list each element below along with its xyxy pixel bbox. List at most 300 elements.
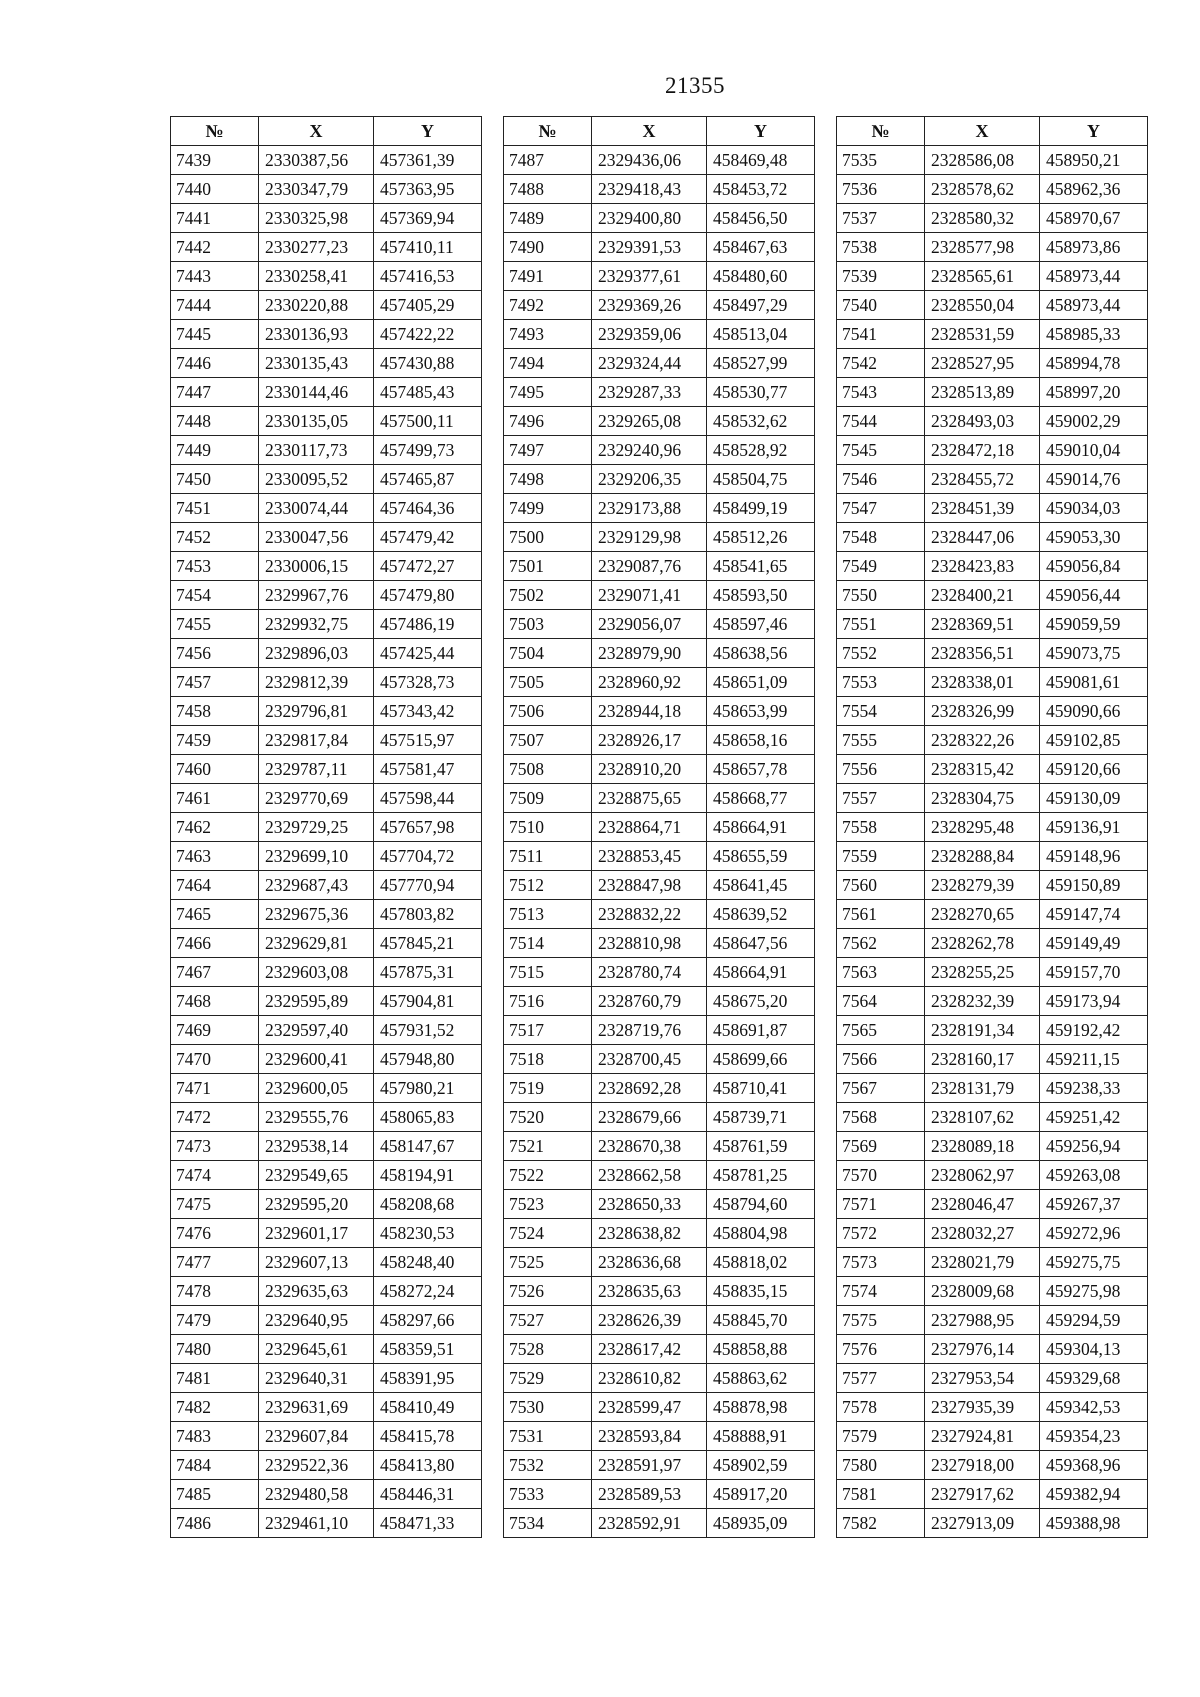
y-coordinate: 458973,44 <box>1040 262 1148 291</box>
x-coordinate: 2328021,79 <box>925 1248 1040 1277</box>
x-coordinate: 2329369,26 <box>592 291 707 320</box>
x-coordinate: 2328853,45 <box>592 842 707 871</box>
x-coordinate: 2330095,52 <box>259 465 374 494</box>
y-coordinate: 458699,66 <box>707 1045 815 1074</box>
point-number: 7440 <box>171 175 259 204</box>
point-number: 7528 <box>504 1335 592 1364</box>
table-header-row <box>171 117 482 146</box>
table-row <box>837 929 1148 958</box>
y-coordinate: 458655,59 <box>707 842 815 871</box>
y-coordinate: 457405,29 <box>374 291 482 320</box>
header-y: Y <box>374 117 482 146</box>
point-number: 7581 <box>837 1480 925 1509</box>
header-x: X <box>925 117 1040 146</box>
point-number: 7557 <box>837 784 925 813</box>
table-row <box>171 958 482 987</box>
point-number: 7471 <box>171 1074 259 1103</box>
header-y: Y <box>1040 117 1148 146</box>
point-number: 7464 <box>171 871 259 900</box>
table-row <box>171 1190 482 1219</box>
table-row <box>171 668 482 697</box>
point-number: 7526 <box>504 1277 592 1306</box>
y-coordinate: 458230,53 <box>374 1219 482 1248</box>
point-number: 7548 <box>837 523 925 552</box>
point-number: 7460 <box>171 755 259 784</box>
x-coordinate: 2329600,05 <box>259 1074 374 1103</box>
point-number: 7533 <box>504 1480 592 1509</box>
table-row <box>504 581 815 610</box>
point-number: 7520 <box>504 1103 592 1132</box>
y-coordinate: 458917,20 <box>707 1480 815 1509</box>
table-row <box>504 784 815 813</box>
page-number: 21355 <box>665 73 725 98</box>
table-row <box>837 1190 1148 1219</box>
y-coordinate: 458651,09 <box>707 668 815 697</box>
x-coordinate: 2328356,51 <box>925 639 1040 668</box>
point-number: 7524 <box>504 1219 592 1248</box>
x-coordinate: 2328315,42 <box>925 755 1040 784</box>
table-row <box>171 871 482 900</box>
point-number: 7576 <box>837 1335 925 1364</box>
x-coordinate: 2330258,41 <box>259 262 374 291</box>
table-row <box>504 1451 815 1480</box>
point-number: 7444 <box>171 291 259 320</box>
y-coordinate: 458528,92 <box>707 436 815 465</box>
x-coordinate: 2327924,81 <box>925 1422 1040 1451</box>
y-coordinate: 458973,44 <box>1040 291 1148 320</box>
point-number: 7566 <box>837 1045 925 1074</box>
table-row <box>837 581 1148 610</box>
coordinates-table-3 <box>836 116 1148 1538</box>
y-coordinate: 458641,45 <box>707 871 815 900</box>
x-coordinate: 2328591,97 <box>592 1451 707 1480</box>
y-coordinate: 457363,95 <box>374 175 482 204</box>
table-row <box>504 726 815 755</box>
y-coordinate: 457343,42 <box>374 697 482 726</box>
point-number: 7501 <box>504 552 592 581</box>
y-coordinate: 457770,94 <box>374 871 482 900</box>
table-row <box>504 349 815 378</box>
x-coordinate: 2329377,61 <box>592 262 707 291</box>
point-number: 7461 <box>171 784 259 813</box>
point-number: 7451 <box>171 494 259 523</box>
point-number: 7457 <box>171 668 259 697</box>
y-coordinate: 458513,04 <box>707 320 815 349</box>
point-number: 7570 <box>837 1161 925 1190</box>
point-number: 7542 <box>837 349 925 378</box>
x-coordinate: 2328692,28 <box>592 1074 707 1103</box>
point-number: 7496 <box>504 407 592 436</box>
table-row <box>837 291 1148 320</box>
point-number: 7582 <box>837 1509 925 1538</box>
x-coordinate: 2328009,68 <box>925 1277 1040 1306</box>
table-row <box>837 668 1148 697</box>
point-number: 7575 <box>837 1306 925 1335</box>
y-coordinate: 459081,61 <box>1040 668 1148 697</box>
x-coordinate: 2328455,72 <box>925 465 1040 494</box>
y-coordinate: 458761,59 <box>707 1132 815 1161</box>
y-coordinate: 458902,59 <box>707 1451 815 1480</box>
x-coordinate: 2328780,74 <box>592 958 707 987</box>
x-coordinate: 2328578,62 <box>925 175 1040 204</box>
x-coordinate: 2328472,18 <box>925 436 1040 465</box>
y-coordinate: 459136,91 <box>1040 813 1148 842</box>
table-row <box>837 407 1148 436</box>
point-number: 7488 <box>504 175 592 204</box>
table-row <box>504 233 815 262</box>
point-number: 7473 <box>171 1132 259 1161</box>
table-row <box>171 233 482 262</box>
x-coordinate: 2329645,61 <box>259 1335 374 1364</box>
point-number: 7456 <box>171 639 259 668</box>
x-coordinate: 2330347,79 <box>259 175 374 204</box>
x-coordinate: 2328636,68 <box>592 1248 707 1277</box>
table-row <box>837 1480 1148 1509</box>
y-coordinate: 458593,50 <box>707 581 815 610</box>
table-row <box>837 378 1148 407</box>
table-row <box>504 465 815 494</box>
x-coordinate: 2328288,84 <box>925 842 1040 871</box>
table-row <box>171 1103 482 1132</box>
x-coordinate: 2328810,98 <box>592 929 707 958</box>
table-row <box>837 1422 1148 1451</box>
point-number: 7446 <box>171 349 259 378</box>
y-coordinate: 458497,29 <box>707 291 815 320</box>
table-row <box>171 1306 482 1335</box>
x-coordinate: 2328670,38 <box>592 1132 707 1161</box>
table-row <box>171 175 482 204</box>
table-row <box>171 1045 482 1074</box>
point-number: 7537 <box>837 204 925 233</box>
table-row <box>837 1306 1148 1335</box>
y-coordinate: 457875,31 <box>374 958 482 987</box>
point-number: 7562 <box>837 929 925 958</box>
table-row <box>504 842 815 871</box>
table-row <box>171 1016 482 1045</box>
point-number: 7554 <box>837 697 925 726</box>
y-coordinate: 457485,43 <box>374 378 482 407</box>
table-row <box>504 291 815 320</box>
point-number: 7469 <box>171 1016 259 1045</box>
x-coordinate: 2329359,06 <box>592 320 707 349</box>
table-row <box>837 1248 1148 1277</box>
x-coordinate: 2329418,43 <box>592 175 707 204</box>
x-coordinate: 2329400,80 <box>592 204 707 233</box>
x-coordinate: 2330136,93 <box>259 320 374 349</box>
table-row <box>504 175 815 204</box>
y-coordinate: 458638,56 <box>707 639 815 668</box>
point-number: 7492 <box>504 291 592 320</box>
point-number: 7559 <box>837 842 925 871</box>
point-number: 7555 <box>837 726 925 755</box>
table-row <box>171 1364 482 1393</box>
point-number: 7483 <box>171 1422 259 1451</box>
x-coordinate: 2328610,82 <box>592 1364 707 1393</box>
y-coordinate: 457657,98 <box>374 813 482 842</box>
y-coordinate: 457472,27 <box>374 552 482 581</box>
y-coordinate: 459304,13 <box>1040 1335 1148 1364</box>
y-coordinate: 459056,84 <box>1040 552 1148 581</box>
y-coordinate: 458499,19 <box>707 494 815 523</box>
table-row <box>171 494 482 523</box>
x-coordinate: 2328232,39 <box>925 987 1040 1016</box>
table-row <box>504 204 815 233</box>
y-coordinate: 459002,29 <box>1040 407 1148 436</box>
table-row <box>171 639 482 668</box>
x-coordinate: 2330277,23 <box>259 233 374 262</box>
y-coordinate: 458794,60 <box>707 1190 815 1219</box>
x-coordinate: 2328593,84 <box>592 1422 707 1451</box>
y-coordinate: 457581,47 <box>374 755 482 784</box>
x-coordinate: 2329601,17 <box>259 1219 374 1248</box>
y-coordinate: 457369,94 <box>374 204 482 233</box>
table-row <box>171 1277 482 1306</box>
y-coordinate: 459329,68 <box>1040 1364 1148 1393</box>
point-number: 7458 <box>171 697 259 726</box>
table-row <box>504 697 815 726</box>
coordinates-table-1 <box>170 116 482 1538</box>
table-row <box>171 1219 482 1248</box>
y-coordinate: 458065,83 <box>374 1103 482 1132</box>
point-number: 7531 <box>504 1422 592 1451</box>
x-coordinate: 2329056,07 <box>592 610 707 639</box>
point-number: 7476 <box>171 1219 259 1248</box>
y-coordinate: 459382,94 <box>1040 1480 1148 1509</box>
y-coordinate: 458456,50 <box>707 204 815 233</box>
point-number: 7545 <box>837 436 925 465</box>
table-row <box>504 523 815 552</box>
point-number: 7439 <box>171 146 259 175</box>
table-row <box>171 349 482 378</box>
y-coordinate: 459294,59 <box>1040 1306 1148 1335</box>
y-coordinate: 458530,77 <box>707 378 815 407</box>
point-number: 7482 <box>171 1393 259 1422</box>
coordinates-table-2 <box>503 116 815 1538</box>
table-row <box>504 1045 815 1074</box>
point-number: 7442 <box>171 233 259 262</box>
y-coordinate: 458208,68 <box>374 1190 482 1219</box>
point-number: 7499 <box>504 494 592 523</box>
x-coordinate: 2329595,20 <box>259 1190 374 1219</box>
y-coordinate: 457704,72 <box>374 842 482 871</box>
y-coordinate: 458391,95 <box>374 1364 482 1393</box>
table-row <box>837 958 1148 987</box>
x-coordinate: 2330220,88 <box>259 291 374 320</box>
y-coordinate: 458845,70 <box>707 1306 815 1335</box>
table-row <box>504 552 815 581</box>
point-number: 7493 <box>504 320 592 349</box>
y-coordinate: 458668,77 <box>707 784 815 813</box>
table-row <box>171 291 482 320</box>
x-coordinate: 2329071,41 <box>592 581 707 610</box>
point-number: 7574 <box>837 1277 925 1306</box>
table-row <box>171 1335 482 1364</box>
x-coordinate: 2329461,10 <box>259 1509 374 1538</box>
y-coordinate: 458985,33 <box>1040 320 1148 349</box>
table-row <box>171 146 482 175</box>
y-coordinate: 459275,98 <box>1040 1277 1148 1306</box>
point-number: 7565 <box>837 1016 925 1045</box>
point-number: 7534 <box>504 1509 592 1538</box>
x-coordinate: 2328369,51 <box>925 610 1040 639</box>
y-coordinate: 459150,89 <box>1040 871 1148 900</box>
table-row <box>504 1074 815 1103</box>
table-row <box>837 204 1148 233</box>
x-coordinate: 2328719,76 <box>592 1016 707 1045</box>
table-row <box>171 726 482 755</box>
table-row <box>837 349 1148 378</box>
y-coordinate: 459211,15 <box>1040 1045 1148 1074</box>
y-coordinate: 457904,81 <box>374 987 482 1016</box>
y-coordinate: 458878,98 <box>707 1393 815 1422</box>
x-coordinate: 2329391,53 <box>592 233 707 262</box>
point-number: 7523 <box>504 1190 592 1219</box>
table-row <box>504 755 815 784</box>
point-number: 7511 <box>504 842 592 871</box>
y-coordinate: 459148,96 <box>1040 842 1148 871</box>
y-coordinate: 459010,04 <box>1040 436 1148 465</box>
x-coordinate: 2328131,79 <box>925 1074 1040 1103</box>
x-coordinate: 2328589,53 <box>592 1480 707 1509</box>
x-coordinate: 2329770,69 <box>259 784 374 813</box>
table-row <box>837 1074 1148 1103</box>
x-coordinate: 2329087,76 <box>592 552 707 581</box>
point-number: 7573 <box>837 1248 925 1277</box>
table-row <box>837 784 1148 813</box>
table-row <box>171 465 482 494</box>
point-number: 7494 <box>504 349 592 378</box>
table-row <box>504 610 815 639</box>
table-row <box>171 204 482 233</box>
y-coordinate: 458973,86 <box>1040 233 1148 262</box>
y-coordinate: 458297,66 <box>374 1306 482 1335</box>
y-coordinate: 457328,73 <box>374 668 482 697</box>
table-row <box>837 262 1148 291</box>
point-number: 7443 <box>171 262 259 291</box>
y-coordinate: 459147,74 <box>1040 900 1148 929</box>
y-coordinate: 458147,67 <box>374 1132 482 1161</box>
point-number: 7527 <box>504 1306 592 1335</box>
y-coordinate: 457361,39 <box>374 146 482 175</box>
point-number: 7553 <box>837 668 925 697</box>
y-coordinate: 457479,42 <box>374 523 482 552</box>
point-number: 7515 <box>504 958 592 987</box>
point-number: 7507 <box>504 726 592 755</box>
table-row <box>504 1161 815 1190</box>
x-coordinate: 2328926,17 <box>592 726 707 755</box>
table-row <box>504 1103 815 1132</box>
table-row <box>504 1016 815 1045</box>
table-row <box>837 610 1148 639</box>
table-row <box>171 581 482 610</box>
x-coordinate: 2328451,39 <box>925 494 1040 523</box>
table-row <box>504 1364 815 1393</box>
table-row <box>837 987 1148 1016</box>
point-number: 7571 <box>837 1190 925 1219</box>
table-row <box>837 146 1148 175</box>
y-coordinate: 459388,98 <box>1040 1509 1148 1538</box>
y-coordinate: 457499,73 <box>374 436 482 465</box>
y-coordinate: 459034,03 <box>1040 494 1148 523</box>
y-coordinate: 458647,56 <box>707 929 815 958</box>
table-row <box>837 175 1148 204</box>
y-coordinate: 459130,09 <box>1040 784 1148 813</box>
x-coordinate: 2328679,66 <box>592 1103 707 1132</box>
x-coordinate: 2328191,34 <box>925 1016 1040 1045</box>
y-coordinate: 458248,40 <box>374 1248 482 1277</box>
y-coordinate: 457486,19 <box>374 610 482 639</box>
y-coordinate: 457464,36 <box>374 494 482 523</box>
x-coordinate: 2327976,14 <box>925 1335 1040 1364</box>
point-number: 7516 <box>504 987 592 1016</box>
x-coordinate: 2329640,95 <box>259 1306 374 1335</box>
x-coordinate: 2329600,41 <box>259 1045 374 1074</box>
x-coordinate: 2328832,22 <box>592 900 707 929</box>
y-coordinate: 458935,09 <box>707 1509 815 1538</box>
point-number: 7448 <box>171 407 259 436</box>
y-coordinate: 458471,33 <box>374 1509 482 1538</box>
table-row <box>837 871 1148 900</box>
x-coordinate: 2328550,04 <box>925 291 1040 320</box>
x-coordinate: 2329603,08 <box>259 958 374 987</box>
y-coordinate: 459238,33 <box>1040 1074 1148 1103</box>
table-row <box>171 523 482 552</box>
point-number: 7539 <box>837 262 925 291</box>
x-coordinate: 2328089,18 <box>925 1132 1040 1161</box>
x-coordinate: 2329555,76 <box>259 1103 374 1132</box>
table-row <box>837 494 1148 523</box>
y-coordinate: 457422,22 <box>374 320 482 349</box>
x-coordinate: 2329640,31 <box>259 1364 374 1393</box>
x-coordinate: 2328944,18 <box>592 697 707 726</box>
point-number: 7454 <box>171 581 259 610</box>
table-row <box>837 1277 1148 1306</box>
y-coordinate: 459354,23 <box>1040 1422 1148 1451</box>
y-coordinate: 458480,60 <box>707 262 815 291</box>
x-coordinate: 2328617,42 <box>592 1335 707 1364</box>
x-coordinate: 2328565,61 <box>925 262 1040 291</box>
y-coordinate: 458504,75 <box>707 465 815 494</box>
x-coordinate: 2329675,36 <box>259 900 374 929</box>
x-coordinate: 2328635,63 <box>592 1277 707 1306</box>
x-coordinate: 2329607,84 <box>259 1422 374 1451</box>
table-row <box>504 1219 815 1248</box>
point-number: 7512 <box>504 871 592 900</box>
x-coordinate: 2328638,82 <box>592 1219 707 1248</box>
header-x: X <box>592 117 707 146</box>
y-coordinate: 458413,80 <box>374 1451 482 1480</box>
x-coordinate: 2328662,58 <box>592 1161 707 1190</box>
x-coordinate: 2330006,15 <box>259 552 374 581</box>
y-coordinate: 459275,75 <box>1040 1248 1148 1277</box>
table-row <box>504 494 815 523</box>
table-row <box>504 407 815 436</box>
x-coordinate: 2328255,25 <box>925 958 1040 987</box>
x-coordinate: 2329240,96 <box>592 436 707 465</box>
table-row <box>504 1480 815 1509</box>
point-number: 7578 <box>837 1393 925 1422</box>
point-number: 7579 <box>837 1422 925 1451</box>
table-row <box>837 813 1148 842</box>
y-coordinate: 459073,75 <box>1040 639 1148 668</box>
table-row <box>504 1335 815 1364</box>
y-coordinate: 459120,66 <box>1040 755 1148 784</box>
point-number: 7450 <box>171 465 259 494</box>
point-number: 7513 <box>504 900 592 929</box>
x-coordinate: 2328592,91 <box>592 1509 707 1538</box>
y-coordinate: 458532,62 <box>707 407 815 436</box>
y-coordinate: 459342,53 <box>1040 1393 1148 1422</box>
